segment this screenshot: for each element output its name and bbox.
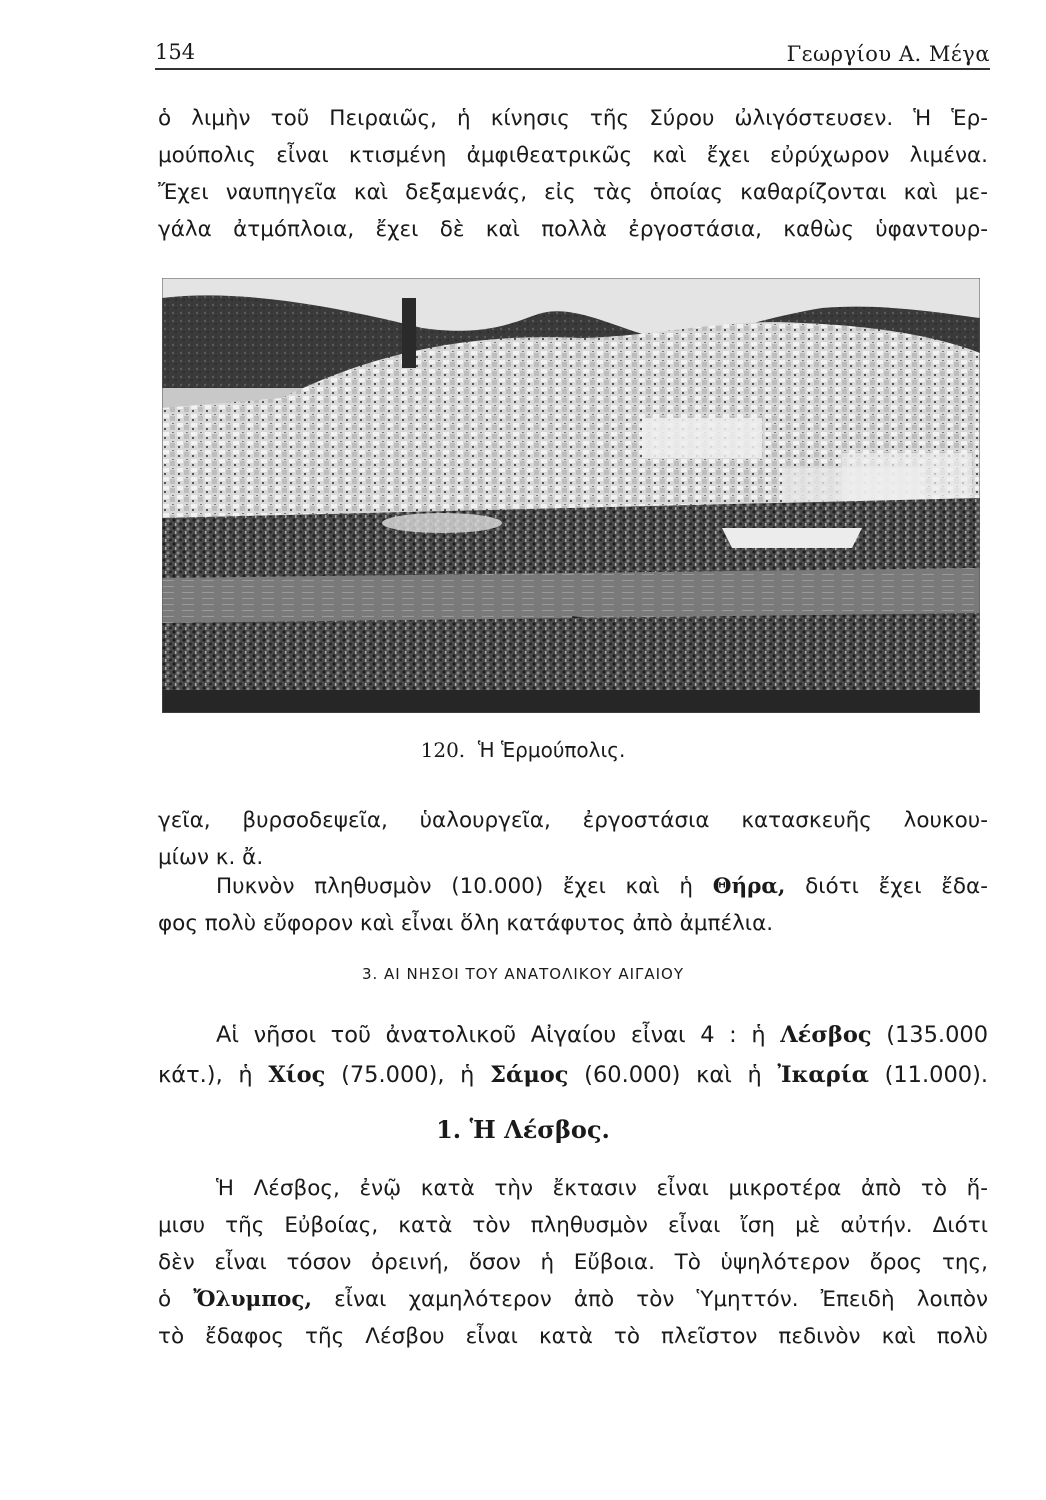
bold-term-ikaria: Ἰκαρία	[777, 1062, 869, 1088]
text-line: μισυ τῆς Εὐβοίας, κατὰ τὸν πληθυσμὸν εἶναι ἴση μὲ αὐτήν. Διότι	[158, 1213, 988, 1238]
text-line: μίων κ. ἄ.	[158, 845, 264, 870]
bold-term-lesvos: Λέσβος	[780, 1022, 872, 1048]
paragraph-lesvos	[158, 1170, 988, 1355]
text-line: Ἡ Λέσβος, ἐνῷ κατὰ τὴν ἔκτασιν εἶναι μικροτέρα ἀπὸ τὸ ἥ-	[216, 1176, 988, 1201]
text-line: κάτ.), ἡ Χίος (75.000), ἡ Σάμος (60.000) καὶ ἡ Ἰκαρία (11.000).	[158, 1062, 989, 1088]
bold-term-olympos: Ὄλυμπος,	[193, 1287, 312, 1312]
text-line: Αἱ νῆσοι τοῦ ἀνατολικοῦ Αἰγαίου εἶναι 4 : ἡ Λέσβος (135.000	[216, 1022, 989, 1048]
text-line: δὲν εἶναι τόσον ὀρεινή, ὅσον ἡ Εὔβοια. Τὸ ὑψηλότερον ὄρος της,	[158, 1250, 988, 1275]
text-line: Ἔχει ναυπηγεῖα καὶ δεξαμενάς, εἰς τὰς ὁποίας καθαρίζονται καὶ με-	[158, 180, 988, 205]
text-line: μούπολις εἶναι κτισμένη ἀμφιθεατρικῶς καὶ ἔχει εὐρύχωρον λιμένα.	[158, 143, 988, 168]
bold-term-thira: Θήρα,	[712, 874, 786, 899]
header-rule	[155, 68, 990, 70]
text-line: φος πολὺ εὔφορον καὶ εἶναι ὅλη κατάφυτος ἀπὸ ἀμπέλια.	[158, 911, 774, 936]
bold-term-samos: Σάμος	[490, 1062, 569, 1088]
harbor-photo-image	[162, 278, 980, 713]
section-heading: 3. ΑΙ ΝΗΣΟΙ ΤΟΥ ΑΝΑΤΟΛΙΚΟΥ ΑΙΓΑΙΟΥ	[361, 965, 685, 983]
running-head: Γεωργίου Α. Μέγα	[786, 42, 990, 66]
text-line: γεῖα, βυρσοδεψεῖα, ὑαλουργεῖα, ἐργοστάσια κατασκευῆς λουκου-	[158, 808, 988, 833]
text-line: ὁ Ὄλυμπος, εἶναι χαμηλότερον ἀπὸ τὸν Ὑμηττόν. Ἐπειδὴ λοιπὸν	[158, 1287, 988, 1312]
figure-number: 120.	[420, 738, 466, 762]
photo-hermoupolis	[162, 278, 980, 713]
paragraph-aegean-islands	[158, 1015, 988, 1095]
bold-term-chios: Χίος	[268, 1062, 326, 1088]
text-line: ὁ λιμὴν τοῦ Πειραιῶς, ἡ κίνησις τῆς Σύρου ὠλιγόστευσεν. Ἡ Ἑρ-	[158, 106, 988, 131]
figure-caption	[0, 738, 1046, 762]
subheading-lesvos: 1. Ἡ Λέσβος.	[436, 1115, 610, 1144]
paragraph-industries	[158, 802, 988, 876]
page-number: 154	[155, 40, 196, 64]
text-line: τὸ ἔδαφος τῆς Λέσβου εἶναι κατὰ τὸ πλεῖστον πεδινὸν καὶ πολὺ	[158, 1324, 988, 1349]
paragraph-thira	[158, 868, 988, 942]
paragraph-syros	[158, 100, 988, 248]
text-line: Πυκνὸν πληθυσμὸν (10.000) ἔχει καὶ ἡ Θήρα, διότι ἔχει ἔδα-	[216, 874, 988, 899]
figure-caption-text: Ἡ Ἑρμούπολις.	[477, 738, 626, 762]
text-line: γάλα ἀτμόπλοια, ἔχει δὲ καὶ πολλὰ ἐργοστάσια, καθὼς ὑφαντουρ-	[158, 217, 988, 242]
